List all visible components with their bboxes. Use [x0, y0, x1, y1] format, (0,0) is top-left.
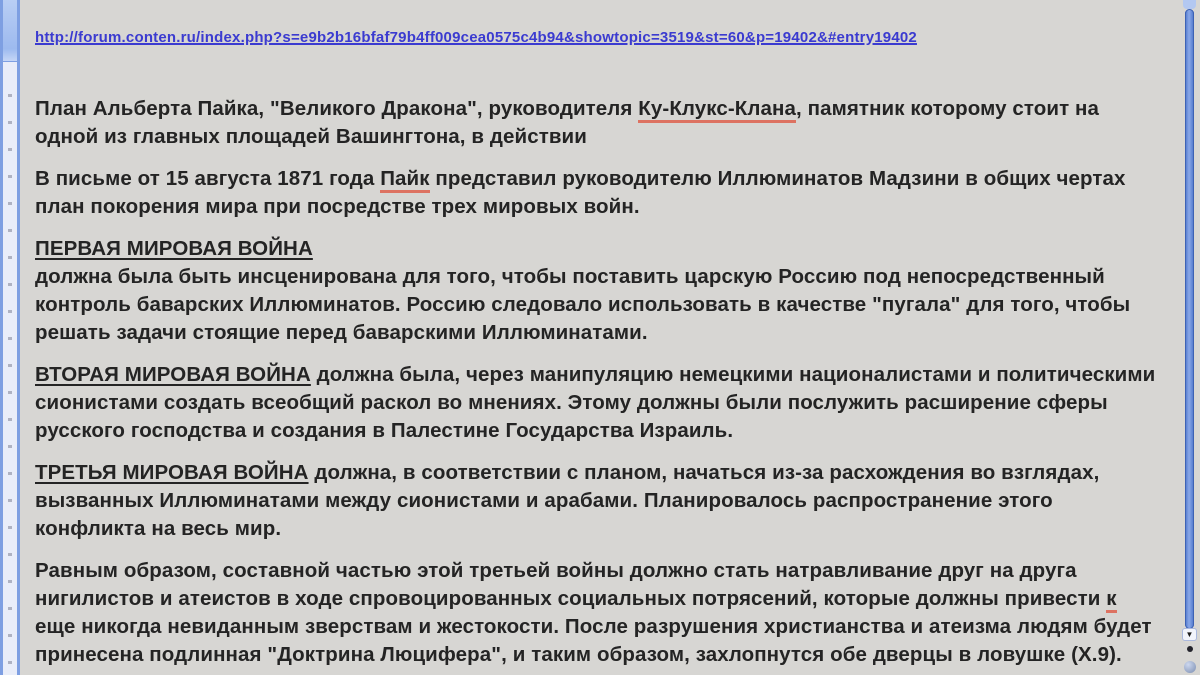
right-scrollbar-thumb[interactable]	[1185, 9, 1194, 629]
forum-url-link[interactable]: http://forum.conten.ru/index.php?s=e9b2b16bfaf79b4ff009cea0575c4b94&showtopic=3519&st=60&p=19402&#entry19402	[35, 29, 917, 46]
section-world-war-2	[35, 361, 1157, 445]
paragraph-final	[35, 557, 1157, 669]
section-world-war-1-body: должна была быть инсценирована для того, чтобы поставить царскую Россию под непосредственный контроль баварских Иллюминатов. Россию следовало использовать в качестве "пугала" для того, чтобы решать задачи стоящие перед баварскими Иллюминатами.	[35, 265, 1131, 344]
paragraph-pike-plan-text: План Альберта Пайка, "Великого Дракона", руководителя	[35, 97, 639, 120]
document-page	[35, 0, 1157, 675]
browse-object-ball-icon[interactable]	[1184, 661, 1196, 673]
left-scrollbar-tick-marks	[8, 70, 12, 670]
section-world-war-3-body: должна, в соответствии с планом, начаться из-за расхождения во взглядах, вызванных Иллюминатами между сионистами и арабами. Планировалось распространение этого конфликта на весь мир.	[35, 461, 1100, 540]
paragraph-final-text-after: еще никогда невиданным зверствам и жестокости. После разрушения христианства и атеизма людям будет принесена подлинная "Доктрина Люцифера", и таким образом, захлопнутся обе дверцы в ловушке (X.9).	[35, 615, 1152, 666]
paragraph-letter-1871-text-after: представил руководителю Иллюминатов Мадзини в общих чертах план покорения мира при посредстве трех мировых войн.	[35, 167, 1126, 218]
section-world-war-3	[35, 459, 1157, 543]
paragraph-pike-plan	[35, 95, 1157, 151]
marked-word-pike: Пайк	[380, 167, 429, 193]
right-scrollbar-top-cap	[1183, 0, 1196, 9]
heading-world-war-2: ВТОРАЯ МИРОВАЯ ВОЙНА	[35, 363, 311, 386]
paragraph-letter-1871-text: В письме от 15 августа 1871 года	[35, 167, 381, 190]
paragraph-letter-1871	[35, 165, 1157, 221]
scroll-down-button[interactable]	[1182, 628, 1197, 641]
paragraph-pike-plan-text-after: , памятник которому стоит на одной из главных площадей Вашингтона, в действии	[35, 97, 1099, 148]
forum-url-line	[35, 27, 1157, 48]
marked-word-kkk: Ку-Клукс-Клана	[638, 97, 796, 123]
scroll-down-arrow-icon: ▼	[1185, 629, 1194, 639]
marked-word-k: к	[1106, 587, 1116, 613]
browse-object-dot-icon[interactable]	[1187, 646, 1193, 652]
heading-world-war-1: ПЕРВАЯ МИРОВАЯ ВОЙНА	[35, 237, 313, 260]
paragraph-final-text: Равным образом, составной частью этой третьей войны должно стать натравливание друг на друга нигилистов и атеистов в ходе спровоцированных социальных потрясений, которые должны привести	[35, 559, 1107, 610]
left-scrollbar-thumb[interactable]	[3, 0, 17, 62]
heading-world-war-3: ТРЕТЬЯ МИРОВАЯ ВОЙНА	[35, 461, 309, 484]
left-scrollbar[interactable]	[0, 0, 20, 675]
section-world-war-2-body: должна была, через манипуляцию немецкими националистами и политическими сионистами создать всеобщий раскол во мнениях. Этому должны были послужить расширение сферы русского господства и создания в Палестине Государства Израиль.	[35, 363, 1156, 442]
section-world-war-1	[35, 235, 1157, 347]
